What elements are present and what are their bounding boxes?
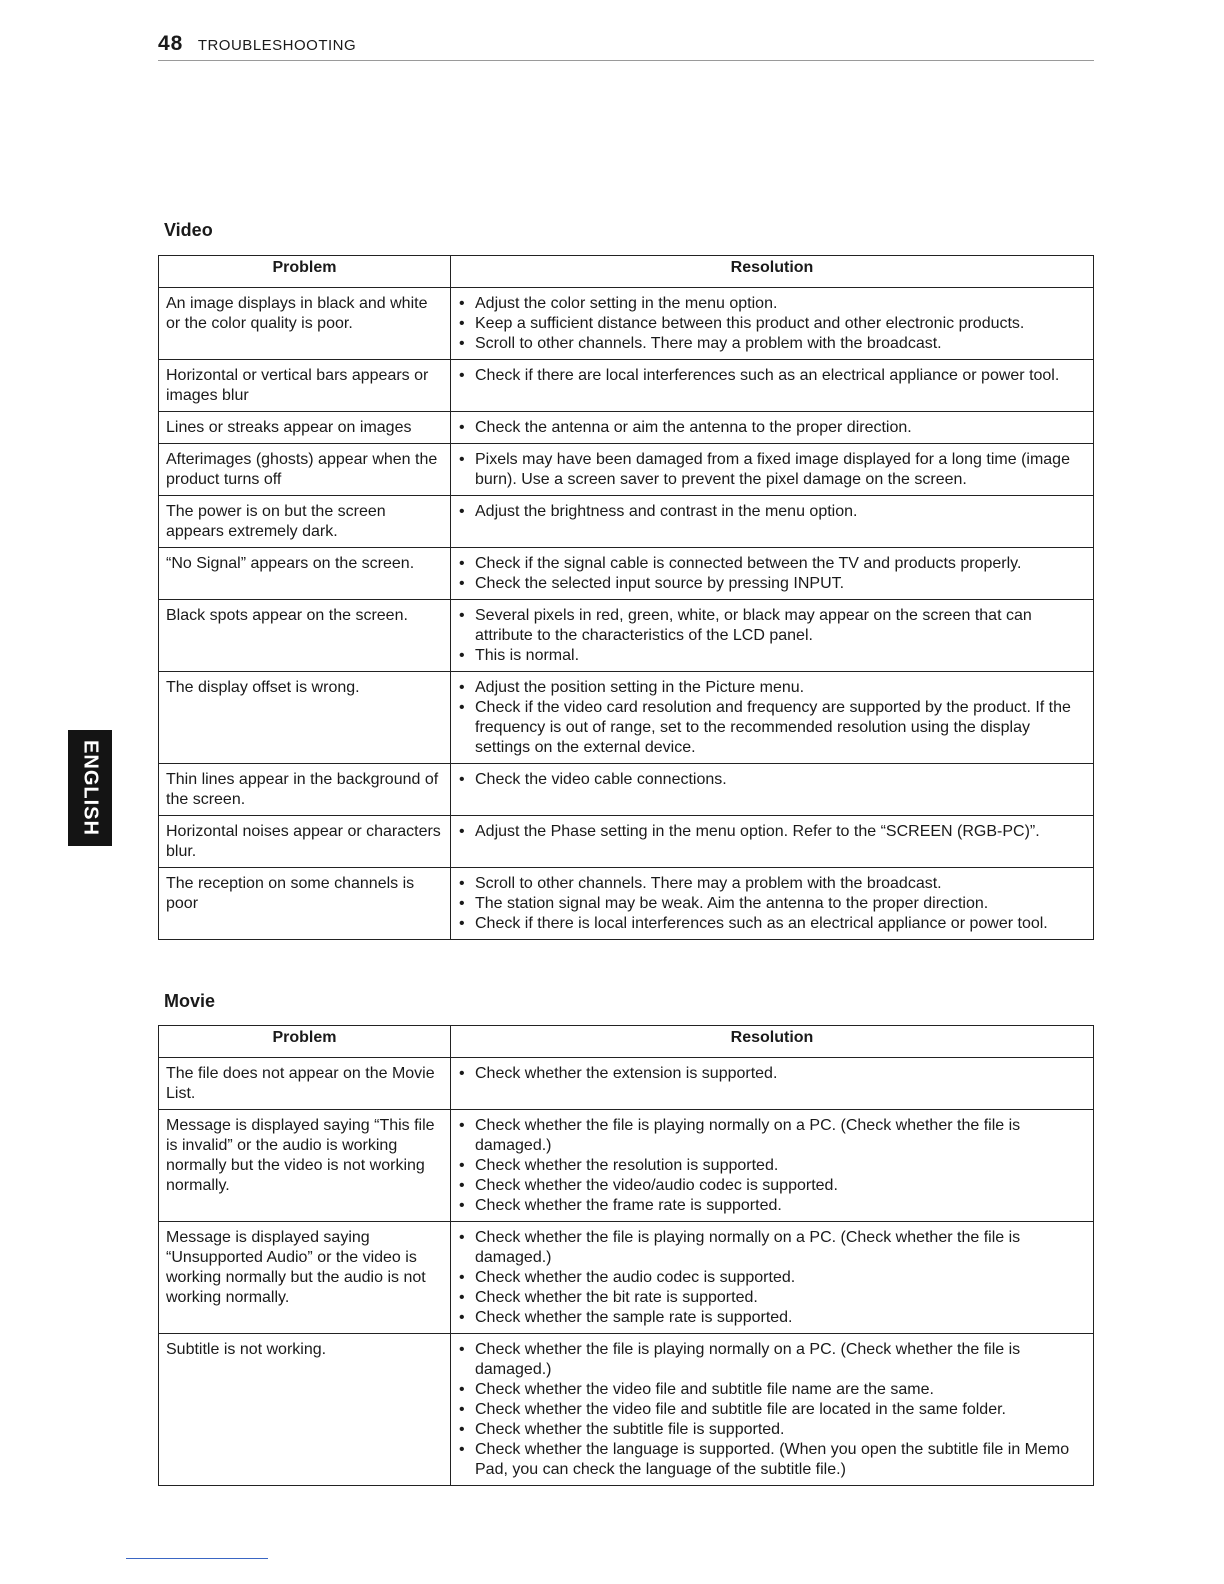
resolution-item: • Check whether the file is playing normally on a PC. (Check whether the file is damaged.) bbox=[455, 1228, 1087, 1268]
problem-cell: Black spots appear on the screen. bbox=[159, 600, 451, 672]
resolution-cell bbox=[451, 548, 1094, 600]
problem-cell: Thin lines appear in the background of the screen. bbox=[159, 764, 451, 816]
resolution-list bbox=[455, 1228, 1087, 1328]
problem-cell: Lines or streaks appear on images bbox=[159, 412, 451, 444]
resolution-cell bbox=[451, 600, 1094, 672]
resolution-cell bbox=[451, 764, 1094, 816]
resolution-item: • Check whether the extension is supported. bbox=[455, 1064, 1087, 1084]
table-row bbox=[159, 496, 1094, 548]
problem-cell: “No Signal” appears on the screen. bbox=[159, 548, 451, 600]
resolution-item: • Scroll to other channels. There may a problem with the broadcast. bbox=[455, 334, 1087, 354]
footer-rule bbox=[126, 1558, 268, 1559]
table-row bbox=[159, 360, 1094, 412]
resolution-list bbox=[455, 1064, 1087, 1084]
resolution-item: • The station signal may be weak. Aim the antenna to the proper direction. bbox=[455, 894, 1087, 914]
table-row bbox=[159, 548, 1094, 600]
movie-section-title: Movie bbox=[164, 991, 216, 1011]
language-label: ENGLISH bbox=[79, 740, 102, 836]
resolution-item: • Pixels may have been damaged from a fixed image displayed for a long time (image burn). Use a screen saver to prevent the pixel damage on the screen. bbox=[455, 450, 1087, 490]
table-row bbox=[159, 1334, 1094, 1486]
video-table-body bbox=[159, 288, 1094, 940]
resolution-cell bbox=[451, 360, 1094, 412]
language-side-tab bbox=[68, 730, 112, 846]
resolution-item: • Check whether the bit rate is supported. bbox=[455, 1288, 1087, 1308]
resolution-cell bbox=[451, 1110, 1094, 1222]
resolution-list bbox=[455, 770, 1087, 790]
resolution-list bbox=[455, 1340, 1087, 1480]
page-number: 48 bbox=[158, 32, 184, 55]
problem-cell: An image displays in black and white or the color quality is poor. bbox=[159, 288, 451, 360]
table-header-row bbox=[159, 256, 1094, 288]
resolution-item: • Check if there is local interferences such as an electrical appliance or power tool. bbox=[455, 914, 1087, 934]
resolution-cell bbox=[451, 496, 1094, 548]
resolution-cell bbox=[451, 1222, 1094, 1334]
resolution-item: • Check if the signal cable is connected between the TV and products properly. bbox=[455, 554, 1087, 574]
table-row bbox=[159, 764, 1094, 816]
resolution-list bbox=[455, 678, 1087, 758]
resolution-item: • Adjust the brightness and contrast in the menu option. bbox=[455, 502, 1087, 522]
table-row bbox=[159, 444, 1094, 496]
section-name: TROUBLESHOOTING bbox=[197, 37, 357, 54]
resolution-item: • Check the antenna or aim the antenna to the proper direction. bbox=[455, 418, 1087, 438]
resolution-list bbox=[455, 418, 1087, 438]
resolution-item: • Check if there are local interferences such as an electrical appliance or power tool. bbox=[455, 366, 1087, 386]
resolution-list bbox=[455, 554, 1087, 594]
resolution-item: • Adjust the color setting in the menu option. bbox=[455, 294, 1087, 314]
resolution-item: • Check whether the file is playing normally on a PC. (Check whether the file is damaged.) bbox=[455, 1340, 1087, 1380]
resolution-cell bbox=[451, 1334, 1094, 1486]
video-section-title: Video bbox=[164, 220, 213, 240]
table-row bbox=[159, 1222, 1094, 1334]
resolution-item: • Check whether the audio codec is supported. bbox=[455, 1268, 1087, 1288]
resolution-list bbox=[455, 874, 1087, 934]
problem-cell: Subtitle is not working. bbox=[159, 1334, 451, 1486]
resolution-item: • Check whether the frame rate is supported. bbox=[455, 1196, 1087, 1216]
resolution-item: • Check whether the language is supported. (When you open the subtitle file in Memo Pad, you can check the language of the subtitle file.) bbox=[455, 1440, 1087, 1480]
table-row bbox=[159, 1058, 1094, 1110]
resolution-list bbox=[455, 606, 1087, 666]
video-troubleshooting-table bbox=[158, 255, 1094, 940]
problem-cell: The display offset is wrong. bbox=[159, 672, 451, 764]
resolution-item: • Check whether the video file and subtitle file name are the same. bbox=[455, 1380, 1087, 1400]
resolution-item: • Keep a sufficient distance between this product and other electronic products. bbox=[455, 314, 1087, 334]
table-row bbox=[159, 600, 1094, 672]
resolution-cell bbox=[451, 868, 1094, 940]
resolution-cell bbox=[451, 672, 1094, 764]
resolution-item: • Check whether the resolution is supported. bbox=[455, 1156, 1087, 1176]
table-row bbox=[159, 288, 1094, 360]
resolution-cell bbox=[451, 288, 1094, 360]
resolution-cell bbox=[451, 444, 1094, 496]
resolution-column-header: Resolution bbox=[451, 256, 1094, 288]
resolution-item: • Check the video cable connections. bbox=[455, 770, 1087, 790]
problem-cell: Message is displayed saying “This file is invalid” or the audio is working normally but the video is not working normally. bbox=[159, 1110, 451, 1222]
movie-table-body bbox=[159, 1058, 1094, 1486]
table-row bbox=[159, 868, 1094, 940]
resolution-item: • This is normal. bbox=[455, 646, 1087, 666]
problem-cell: Afterimages (ghosts) appear when the product turns off bbox=[159, 444, 451, 496]
problem-cell: Horizontal or vertical bars appears or images blur bbox=[159, 360, 451, 412]
resolution-item: • Check whether the subtitle file is supported. bbox=[455, 1420, 1087, 1440]
resolution-cell bbox=[451, 816, 1094, 868]
resolution-item: • Adjust the Phase setting in the menu option. Refer to the “SCREEN (RGB-PC)”. bbox=[455, 822, 1087, 842]
problem-column-header: Problem bbox=[159, 1026, 451, 1058]
table-row bbox=[159, 672, 1094, 764]
resolution-list bbox=[455, 450, 1087, 490]
resolution-cell bbox=[451, 1058, 1094, 1110]
resolution-item: • Check whether the sample rate is supported. bbox=[455, 1308, 1087, 1328]
problem-cell: The reception on some channels is poor bbox=[159, 868, 451, 940]
problem-cell: Horizontal noises appear or characters blur. bbox=[159, 816, 451, 868]
page-header bbox=[158, 32, 1094, 61]
table-row bbox=[159, 1110, 1094, 1222]
resolution-item: • Scroll to other channels. There may a problem with the broadcast. bbox=[455, 874, 1087, 894]
table-row bbox=[159, 816, 1094, 868]
table-header-row bbox=[159, 1026, 1094, 1058]
problem-cell: The file does not appear on the Movie List. bbox=[159, 1058, 451, 1110]
table-row bbox=[159, 412, 1094, 444]
problem-column-header: Problem bbox=[159, 256, 451, 288]
resolution-cell bbox=[451, 412, 1094, 444]
resolution-item: • Check the selected input source by pressing INPUT. bbox=[455, 574, 1087, 594]
resolution-list bbox=[455, 822, 1087, 842]
resolution-item: • Adjust the position setting in the Picture menu. bbox=[455, 678, 1087, 698]
resolution-column-header: Resolution bbox=[451, 1026, 1094, 1058]
resolution-item: • Check whether the video file and subtitle file are located in the same folder. bbox=[455, 1400, 1087, 1420]
resolution-item: • Check whether the file is playing normally on a PC. (Check whether the file is damaged.) bbox=[455, 1116, 1087, 1156]
problem-cell: The power is on but the screen appears extremely dark. bbox=[159, 496, 451, 548]
problem-cell: Message is displayed saying “Unsupported Audio” or the video is working normally but the audio is not working normally. bbox=[159, 1222, 451, 1334]
resolution-item: • Check whether the video/audio codec is supported. bbox=[455, 1176, 1087, 1196]
resolution-list bbox=[455, 366, 1087, 386]
resolution-list bbox=[455, 294, 1087, 354]
movie-troubleshooting-table bbox=[158, 1025, 1094, 1486]
resolution-list bbox=[455, 502, 1087, 522]
resolution-item: • Check if the video card resolution and frequency are supported by the product. If the frequency is out of range, set to the recommended resolution using the display settings on the external device. bbox=[455, 698, 1087, 758]
resolution-list bbox=[455, 1116, 1087, 1216]
resolution-item: • Several pixels in red, green, white, or black may appear on the screen that can attribute to the characteristics of the LCD panel. bbox=[455, 606, 1087, 646]
